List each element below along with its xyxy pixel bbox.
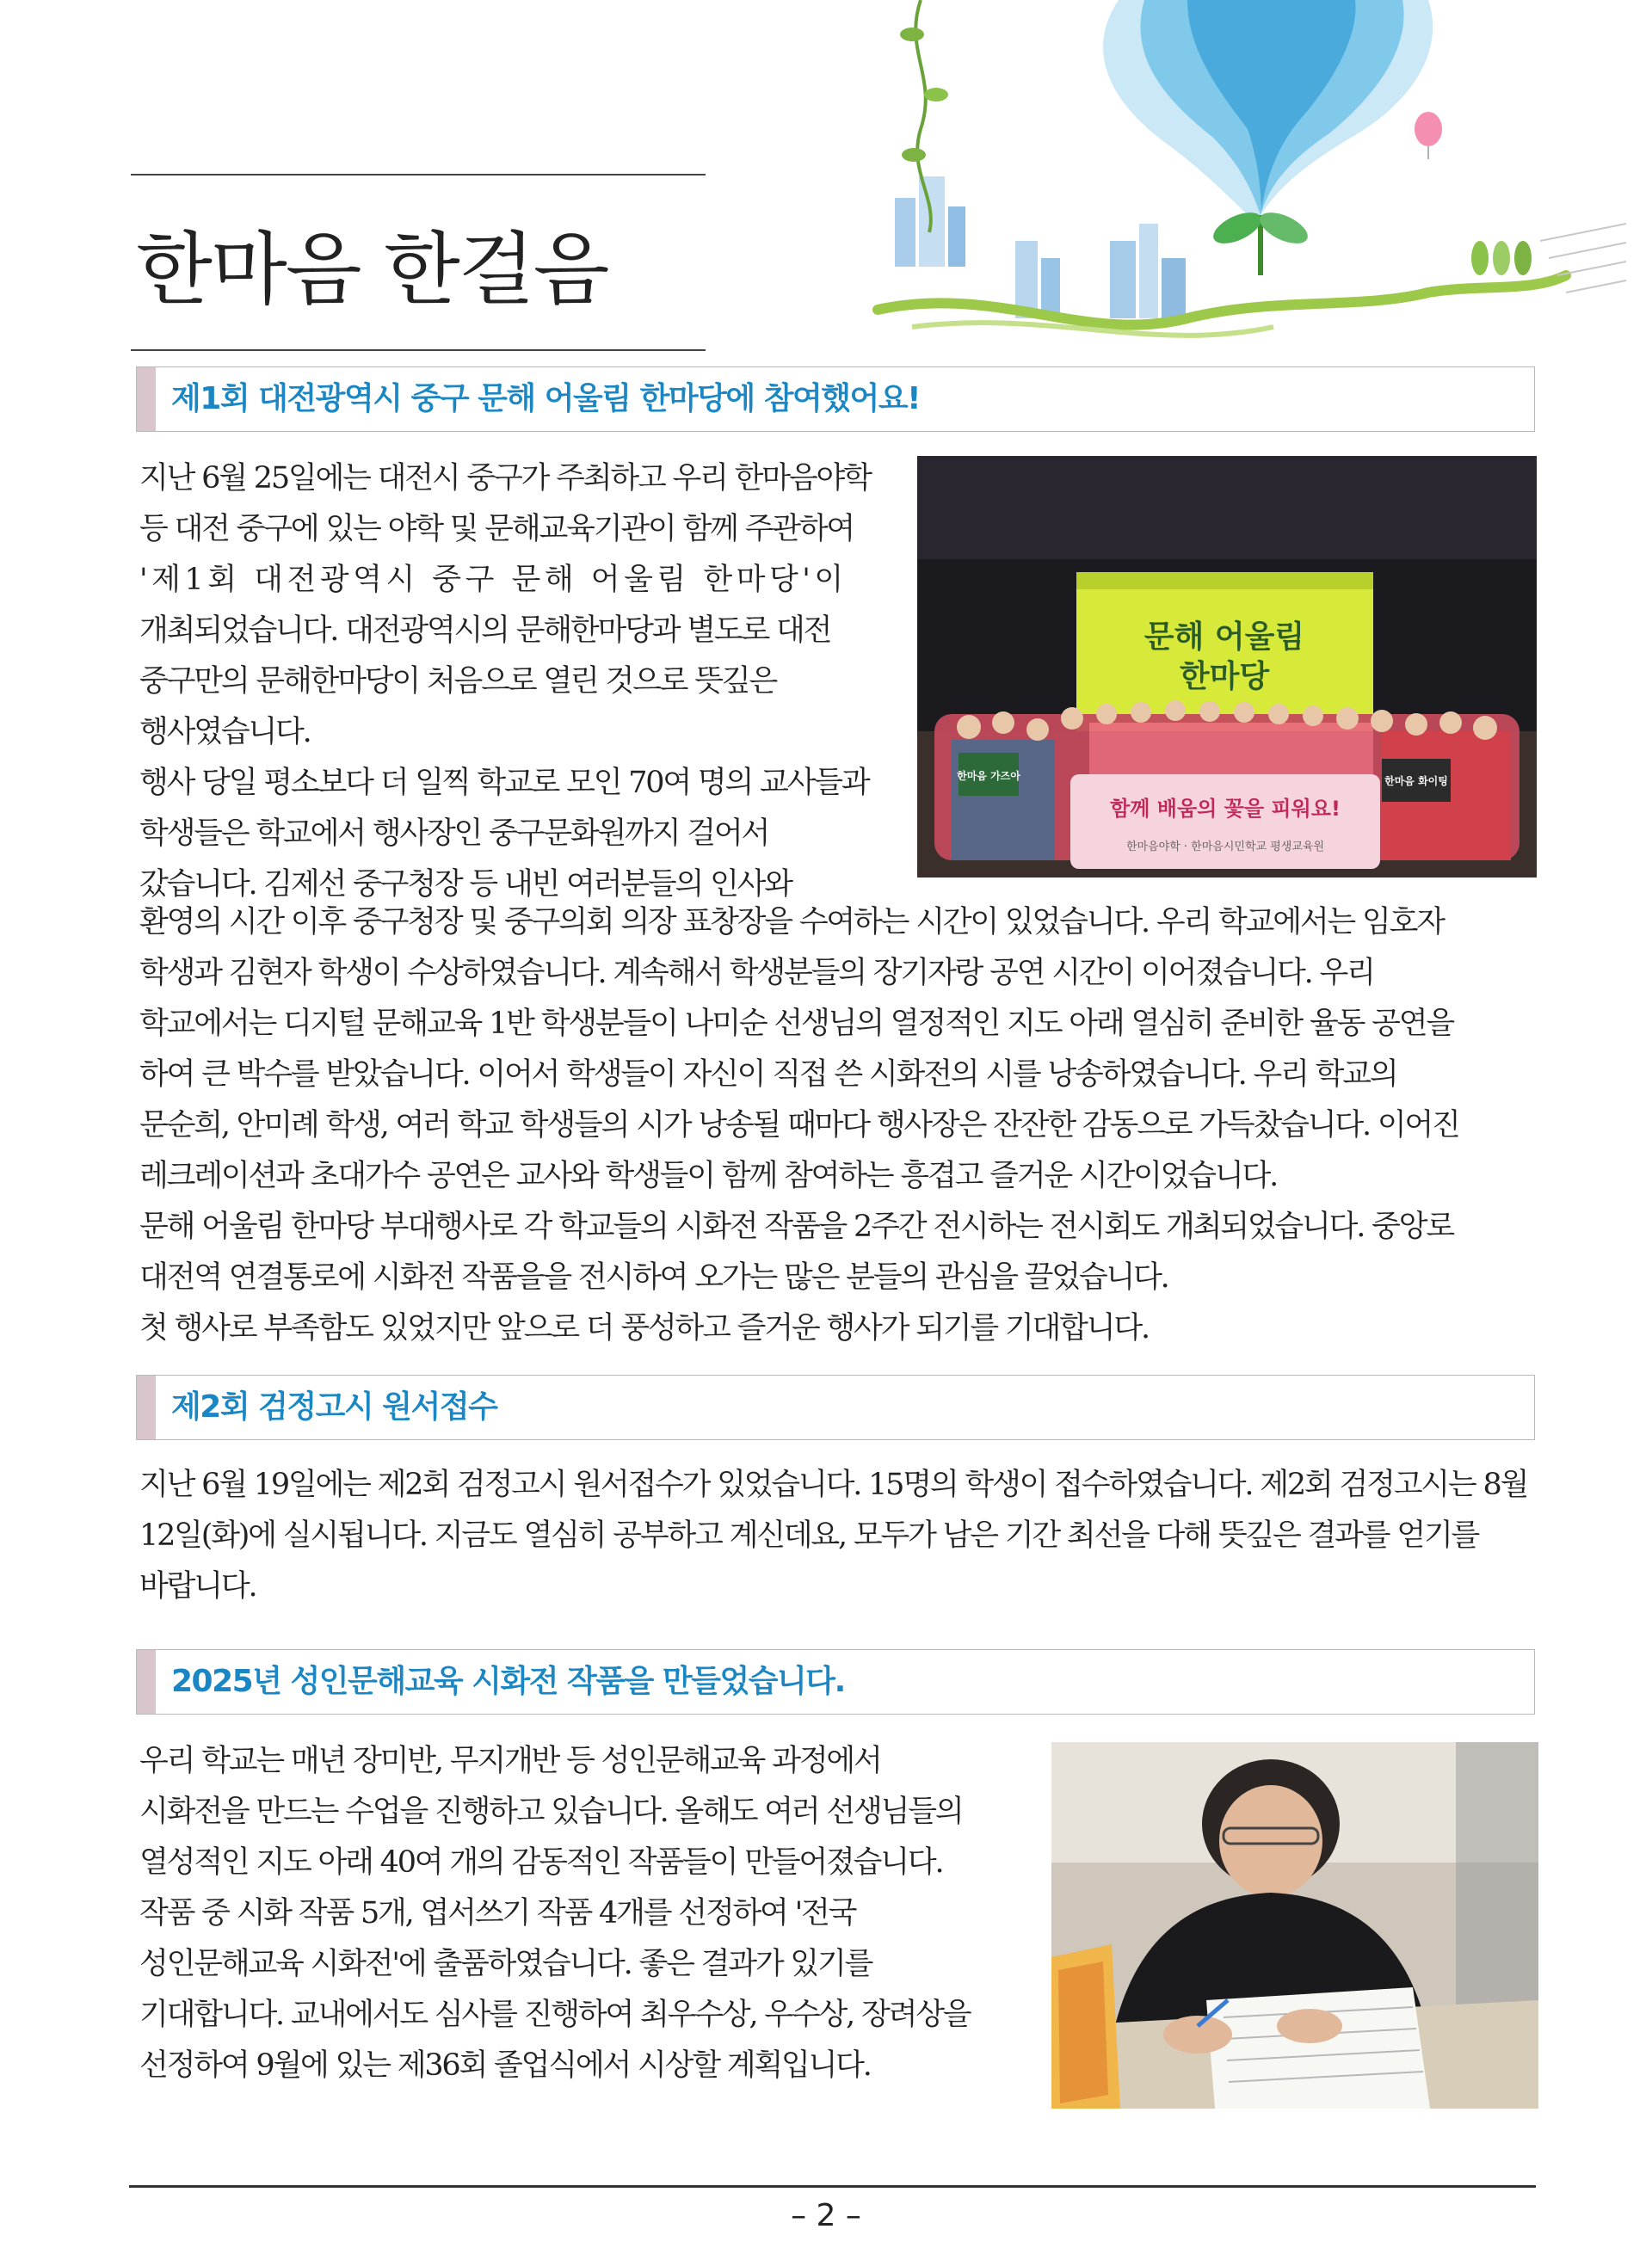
body-line: 바랍니다. <box>139 1569 256 1604</box>
heading-accent-bar <box>137 1650 156 1714</box>
intro-line: 등 대전 중구에 있는 야학 및 문해교육기관이 함께 주관하여 <box>139 512 854 546</box>
photo-sign-right: 한마음 화이팅 <box>1384 775 1448 787</box>
body-line: 성인문해교육 시화전'에 출품하였습니다. 좋은 결과가 있기를 <box>139 1947 872 1981</box>
body-line: 학생과 김현자 학생이 수상하였습니다. 계속해서 학생분들의 장기자랑 공연 시간이 이어졌습니다. 우리 <box>139 956 1374 990</box>
intro-line: 갔습니다. 김제선 중구청장 등 내빈 여러분들의 인사와 <box>139 867 792 902</box>
photo-sign-left: 한마음 가즈아 <box>957 770 1020 782</box>
body-line: 선정하여 9월에 있는 제36회 졸업식에서 시상할 계획입니다. <box>139 2048 871 2083</box>
intro-line: 학생들은 학교에서 행사장인 중구문화원까지 걸어서 <box>139 816 769 851</box>
event-group-photo <box>917 456 1537 878</box>
body-line: 하여 큰 박수를 받았습니다. 이어서 학생들이 자신이 직접 쓴 시화전의 시를 낭송하였습니다. 우리 학교의 <box>139 1057 1397 1092</box>
body-line: 대전역 연결통로에 시화전 작품을을 전시하여 오가는 많은 분들의 관심을 끌었습니다. <box>139 1260 1168 1295</box>
section-2-heading <box>136 1375 1535 1440</box>
intro-line: 지난 6월 25일에는 대전시 중구가 주최하고 우리 한마음야학 <box>139 461 871 496</box>
header-illustration <box>826 0 1652 361</box>
body-line: 환영의 시간 이후 중구청장 및 중구의회 의장 표창장을 수여하는 시간이 있었습니다. 우리 학교에서는 임호자 <box>139 905 1444 939</box>
body-line: 첫 행사로 부족함도 있었지만 앞으로 더 풍성하고 즐거운 행사가 되기를 기대합니다. <box>139 1311 1149 1346</box>
section-1-body <box>139 897 1535 1354</box>
body-line: 12일(화)에 실시됩니다. 지금도 열심히 공부하고 계신데요, 모두가 남은 기간 최선을 다해 뜻깊은 결과를 얻기를 <box>139 1518 1479 1553</box>
screen-banner-line2: 한마당 <box>1179 659 1270 694</box>
intro-line: 행사 당일 평소보다 더 일찍 학교로 모인 70여 명의 교사들과 <box>139 766 869 800</box>
photo-small-caption: 한마음야학 · 한마음시민학교 평생교육원 <box>1125 841 1325 853</box>
intro-line: '제1회 대전광역시 중구 문해 어울림 한마당'이 <box>139 563 848 597</box>
footer-rule <box>129 2185 1536 2188</box>
section-2-body <box>139 1460 1535 1612</box>
section-3-heading-text: 2025년 성인문해교육 시화전 작품을 만들었습니다. <box>171 1664 845 1699</box>
title-rule-bottom <box>131 349 706 351</box>
body-line: 우리 학교는 매년 장미반, 무지개반 등 성인문해교육 과정에서 <box>139 1744 881 1778</box>
body-line: 학교에서는 디지털 문해교육 1반 학생분들이 나미순 선생님의 열정적인 지도 아래 열심히 준비한 율동 공연을 <box>139 1007 1453 1041</box>
section-3-body <box>139 1736 1003 2091</box>
intro-line: 개최되었습니다. 대전광역시의 문해한마당과 별도로 대전 <box>139 613 831 648</box>
body-line: 작품 중 시화 작품 5개, 엽서쓰기 작품 4개를 선정하여 '전국 <box>139 1896 856 1931</box>
heading-accent-bar <box>137 367 156 431</box>
body-line: 시화전을 만드는 수업을 진행하고 있습니다. 올해도 여러 선생님들의 <box>139 1795 963 1829</box>
body-line: 지난 6월 19일에는 제2회 검정고시 원서접수가 있었습니다. 15명의 학생이 접수하였습니다. 제2회 검정고시는 8월 <box>139 1468 1528 1502</box>
page-number: – 2 – <box>791 2198 861 2233</box>
section-1-heading <box>136 366 1535 432</box>
body-line: 레크레이션과 초대가수 공연은 교사와 학생들이 함께 참여하는 흥겹고 즐거운 시간이었습니다. <box>139 1159 1278 1193</box>
title-rule-top <box>131 174 706 176</box>
body-line: 문순희, 안미례 학생, 여러 학교 학생들의 시가 낭송될 때마다 행사장은 잔잔한 감동으로 가득찼습니다. 이어진 <box>139 1108 1459 1142</box>
photo-sign-bottom: 함께 배움의 꽃을 피워요! <box>1110 797 1341 821</box>
intro-line: 중구만의 문해한마당이 처음으로 열린 것으로 뜻깊은 <box>139 664 777 699</box>
body-line: 기대합니다. 교내에서도 심사를 진행하여 최우수상, 우수상, 장려상을 <box>139 1998 971 2032</box>
page-title: 한마음 한걸음 <box>136 224 608 316</box>
body-line: 열성적인 지도 아래 40여 개의 감동적인 작품들이 만들어졌습니다. <box>139 1845 943 1880</box>
body-line: 문해 어울림 한마당 부대행사로 각 학교들의 시화전 작품을 2주간 전시하는 전시회도 개최되었습니다. 중앙로 <box>139 1210 1453 1244</box>
section-2-heading-text: 제2회 검정고시 원서접수 <box>171 1389 497 1425</box>
section-3-heading <box>136 1649 1535 1715</box>
section-1-heading-text: 제1회 대전광역시 중구 문해 어울림 한마당에 참여했어요! <box>171 381 921 416</box>
section-1-intro <box>139 453 898 910</box>
screen-banner-line1: 문해 어울림 <box>1143 619 1305 655</box>
student-writing-photo <box>1051 1742 1538 2109</box>
heading-accent-bar <box>137 1376 156 1439</box>
intro-line: 행사였습니다. <box>139 715 311 749</box>
